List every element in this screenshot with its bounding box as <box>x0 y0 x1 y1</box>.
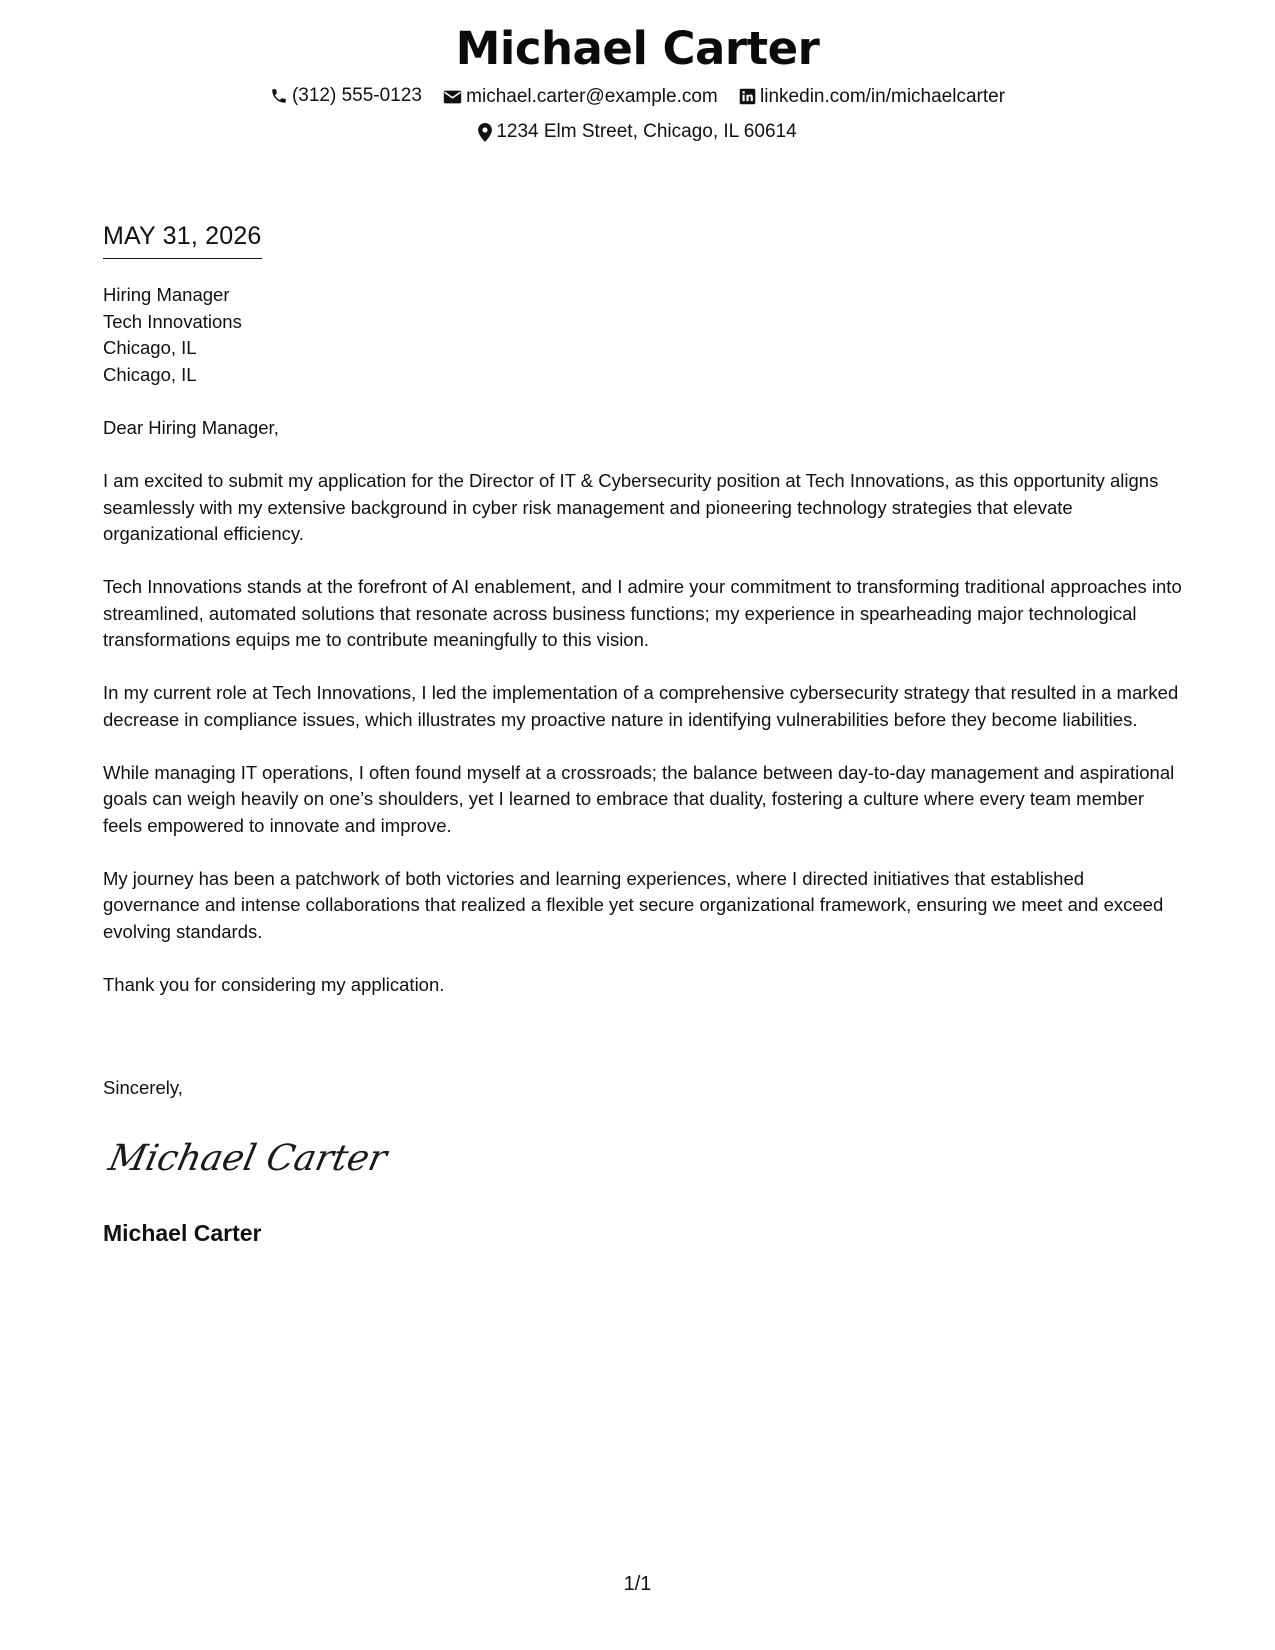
recipient-city-repeat: Chicago, IL <box>103 363 197 385</box>
thank-you-line: Thank you for considering my application. <box>103 973 445 995</box>
letter-date-block <box>103 220 262 259</box>
map-pin-icon <box>478 123 492 142</box>
recipient-title: Hiring Manager <box>103 284 230 305</box>
body-paragraph-4: While managing IT operations, I often found myself at a crossroads; the balance between day-to-day management and aspirational goals can weigh heavily on one’s shoulders, yet I learned to embrace that duality, fostering a culture where every team member feels empowered to innovate and improve. <box>103 761 1175 836</box>
letter-date: MAY 31, 2026 <box>103 220 262 259</box>
phone-contact <box>270 80 422 112</box>
signed-name: Michael Carter <box>103 1220 262 1246</box>
body-paragraph-1: I am excited to submit my application for the Director of IT & Cybersecurity position at Tech Innovations, as this opportunity aligns seamlessly with my extensive background in cyber risk management and pioneering technology strategies that elevate organizational efficiency. <box>103 470 1159 544</box>
contact-line-primary <box>0 80 1275 116</box>
phone-number: (312) 555-0123 <box>291 85 422 106</box>
linkedin-url: linkedin.com/in/michaelcarter <box>760 85 1006 107</box>
linkedin-icon <box>739 88 756 105</box>
salutation: Dear Hiring Manager, <box>103 417 279 438</box>
body-paragraph-5: My journey has been a patchwork of both victories and learning experiences, where I directed initiatives that established governance and intense collaborations that realized a flexible yet secure organizational framework, ensuring we meet and exceed evolving standards. <box>103 867 1164 942</box>
body-paragraph-2: Tech Innovations stands at the forefront of AI enablement, and I admire your commitment to transforming traditional approaches into streamlined, automated solutions that resonate across business functions; my experience in spearheading major technological transformations equips me to contribute meaningfully to this vision. <box>103 576 1182 650</box>
phone-icon <box>270 87 288 105</box>
signature-text: Michael Carter <box>105 1136 391 1179</box>
recipient-company: Tech Innovations <box>103 310 242 332</box>
street-address: 1234 Elm Street, Chicago, IL 60614 <box>496 121 797 142</box>
applicant-name: Michael Carter <box>455 22 820 75</box>
email-address: michael.carter@example.com <box>466 86 718 107</box>
recipient-block <box>103 282 242 388</box>
recipient-city: Chicago, IL <box>103 337 197 358</box>
envelope-icon <box>443 89 462 105</box>
contact-line-address <box>0 116 1275 153</box>
address-contact <box>478 116 796 148</box>
email-contact <box>443 81 718 113</box>
linkedin-contact <box>739 81 1005 113</box>
handwritten-signature <box>105 1128 391 1188</box>
page-number: 1/1 <box>623 1573 652 1595</box>
closing-line: Sincerely, <box>103 1077 183 1098</box>
letter-body <box>103 415 1183 1025</box>
letter-header <box>0 18 1275 153</box>
body-paragraph-3: In my current role at Tech Innovations, I led the implementation of a comprehensive cybersecurity strategy that resulted in a marked decrease in compliance issues, which illustrates my proactive nature in identifying vulnerabilities before they become liabilities. <box>103 682 1179 730</box>
